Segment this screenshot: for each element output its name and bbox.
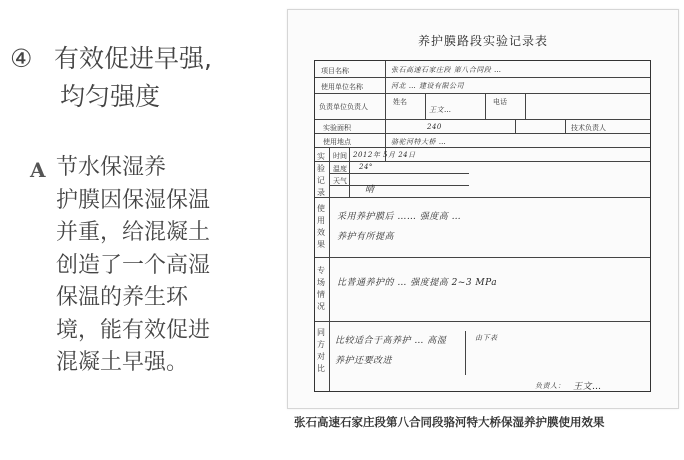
photo-caption: 张石高速石家庄段第八合同段骆河特大桥保湿养护膜使用效果 — [294, 415, 605, 429]
hw-effect: 采用养护膜后 …… 强度高 … — [337, 212, 462, 222]
label-strength: 专场情况 — [317, 266, 325, 311]
form-rule — [315, 93, 650, 94]
sub-line-6: 境，能有效促进 — [56, 317, 211, 343]
label-phone: 电话 — [493, 98, 507, 106]
label-tech-lead: 技术负责人 — [571, 124, 606, 132]
form-rule — [315, 321, 650, 322]
hw-location: 骆驼河特大桥 … — [391, 138, 447, 146]
sub-line-7: 混凝土早强。 — [56, 350, 189, 375]
sub-line-3: 并重，给混凝土 — [56, 220, 211, 245]
form-table — [314, 60, 651, 392]
hw-area: 240 — [427, 123, 442, 131]
hw-date: 2012年 5月 24日 — [353, 151, 416, 159]
form-rule — [329, 147, 330, 391]
form-rule — [385, 61, 386, 161]
form-rule — [425, 93, 426, 119]
label-unit-lead: 负责单位负责人 — [319, 103, 368, 111]
sub-line-5: 保温的养生环 — [56, 285, 189, 310]
form-rule — [315, 119, 650, 120]
sub-point-letter: A — [30, 158, 46, 182]
sub-line-4: 创造了一个高湿 — [56, 252, 211, 278]
form-rule — [485, 93, 486, 119]
form-rule — [315, 161, 650, 162]
label-exp-record: 实验记录 — [317, 152, 325, 197]
form-rule — [465, 331, 466, 375]
form-rule — [315, 197, 650, 198]
form-title: 养护膜路段实验记录表 — [417, 34, 548, 48]
form-rule — [315, 77, 650, 78]
label-comparison: 同方对比 — [317, 328, 325, 373]
hw-temp: 24° — [359, 163, 373, 171]
label-user-unit: 使用单位名称 — [321, 83, 363, 91]
form-rule — [525, 93, 526, 119]
heading-line-1: 有效促进早强, — [54, 44, 212, 73]
form-rule — [515, 119, 516, 133]
section-heading — [10, 40, 280, 116]
label-use-effect: 使用效果 — [317, 204, 325, 249]
hw-weather: 晴 — [365, 185, 375, 195]
heading-number: ④ — [10, 44, 33, 73]
sub-line-1: 节水保湿养 — [56, 155, 167, 180]
form-rule — [315, 257, 650, 258]
hw-stamp: 由下表 — [475, 334, 498, 342]
form-rule — [315, 147, 650, 148]
hw-compare: 比较适合于高养护 … 高湿 — [335, 336, 447, 346]
hw-compare-2: 养护还要改进 — [335, 356, 393, 366]
form-rule — [315, 133, 650, 134]
label-location: 使用地点 — [323, 138, 351, 146]
label-weather: 天气 — [333, 177, 347, 185]
label-temperature: 温度 — [333, 165, 347, 173]
form-rule — [349, 147, 350, 197]
hw-sign-label: 负责人： — [535, 382, 565, 390]
hw-effect-2: 养护有所提高 — [337, 232, 395, 242]
hw-name: 王文… — [429, 106, 452, 114]
sub-point-text — [56, 152, 276, 380]
label-time: 时间 — [333, 152, 347, 160]
form-rule — [565, 119, 566, 133]
sub-line-2: 护膜因保湿保温 — [56, 187, 211, 213]
hw-project: 张石高速石家庄段 第八合同段 … — [391, 66, 502, 74]
form-rule — [329, 185, 469, 186]
scanned-record-form — [287, 9, 679, 409]
hw-signature: 王文… — [573, 382, 602, 392]
label-name: 姓名 — [393, 98, 407, 106]
label-lab-area: 实验面积 — [323, 124, 351, 132]
hw-unit: 河北 … 建设有限公司 — [391, 82, 464, 90]
hw-strength: 比普通养护的 … 强度提高 2~3 MPa — [337, 278, 498, 288]
form-rule — [329, 173, 469, 174]
heading-line-2: 均匀强度 — [60, 82, 161, 111]
label-project-name: 项目名称 — [321, 67, 349, 75]
